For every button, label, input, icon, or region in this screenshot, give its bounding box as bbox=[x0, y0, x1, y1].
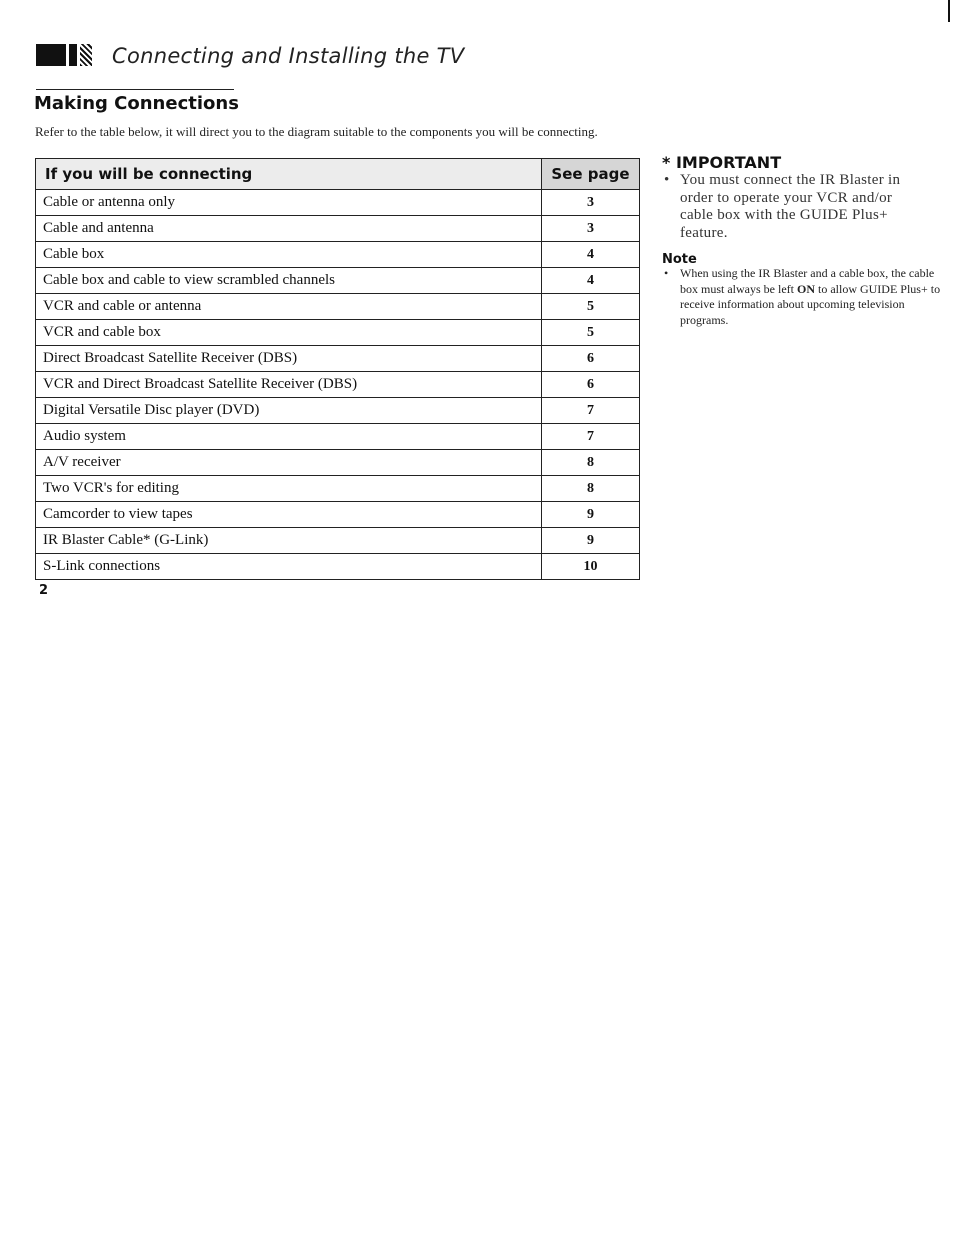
row-page: 4 bbox=[542, 268, 640, 294]
table-row bbox=[36, 554, 640, 580]
chapter-title: Connecting and Installing the TV bbox=[112, 44, 465, 68]
table-row bbox=[36, 502, 640, 528]
row-item: Cable and antenna bbox=[36, 216, 542, 242]
page-number: 2 bbox=[39, 583, 49, 598]
chapter-marker-icon bbox=[36, 44, 92, 66]
bullet: • bbox=[664, 266, 669, 280]
row-page: 3 bbox=[542, 216, 640, 242]
row-page: 10 bbox=[542, 554, 640, 580]
table-row bbox=[36, 450, 640, 476]
table-row bbox=[36, 346, 640, 372]
row-page: 5 bbox=[542, 320, 640, 346]
row-page: 5 bbox=[542, 294, 640, 320]
note-text: When using the IR Blaster and a cable box, the cable box must always be left ON to allow GUIDE Plus+ to receive information about upcoming television programs. bbox=[680, 266, 941, 327]
row-item: Direct Broadcast Satellite Receiver (DBS) bbox=[36, 346, 542, 372]
table-row bbox=[36, 320, 640, 346]
intro-paragraph: Refer to the table below, it will direct you to the diagram suitable to the components you will be connecting. bbox=[35, 124, 598, 139]
row-item: Cable box and cable to view scrambled channels bbox=[36, 268, 542, 294]
row-item: Audio system bbox=[36, 424, 542, 450]
row-item: Cable box bbox=[36, 242, 542, 268]
row-item: Camcorder to view tapes bbox=[36, 502, 542, 528]
table-row bbox=[36, 372, 640, 398]
row-item: VCR and Direct Broadcast Satellite Receiver (DBS) bbox=[36, 372, 542, 398]
row-page: 6 bbox=[542, 372, 640, 398]
row-page: 3 bbox=[542, 190, 640, 216]
table-row bbox=[36, 424, 640, 450]
row-item: A/V receiver bbox=[36, 450, 542, 476]
table-row bbox=[36, 398, 640, 424]
page-edge-mark bbox=[948, 0, 950, 22]
column-header-page: See page bbox=[542, 159, 640, 190]
connections-table bbox=[35, 158, 640, 580]
row-item: S-Link connections bbox=[36, 554, 542, 580]
table-row bbox=[36, 476, 640, 502]
row-page: 7 bbox=[542, 424, 640, 450]
table-row bbox=[36, 242, 640, 268]
table-row bbox=[36, 528, 640, 554]
important-text: You must connect the IR Blaster in order to operate your VCR and/or cable box with the GUIDE Plus+ feature. bbox=[680, 172, 901, 241]
section-rule bbox=[36, 89, 234, 90]
table-header-row bbox=[36, 159, 640, 190]
note-heading: Note bbox=[662, 252, 697, 267]
important-heading: * IMPORTANT bbox=[662, 153, 782, 172]
note-callout bbox=[664, 266, 942, 328]
section-title: Making Connections bbox=[34, 93, 239, 114]
row-item: IR Blaster Cable* (G-Link) bbox=[36, 528, 542, 554]
row-item: Cable or antenna only bbox=[36, 190, 542, 216]
row-page: 6 bbox=[542, 346, 640, 372]
row-page: 7 bbox=[542, 398, 640, 424]
row-page: 8 bbox=[542, 450, 640, 476]
table-row bbox=[36, 294, 640, 320]
important-callout bbox=[664, 172, 924, 242]
row-page: 4 bbox=[542, 242, 640, 268]
row-item: Two VCR's for editing bbox=[36, 476, 542, 502]
column-header-item: If you will be connecting bbox=[36, 159, 542, 190]
table-row bbox=[36, 216, 640, 242]
row-item: Digital Versatile Disc player (DVD) bbox=[36, 398, 542, 424]
row-item: VCR and cable box bbox=[36, 320, 542, 346]
row-item: VCR and cable or antenna bbox=[36, 294, 542, 320]
note-emphasis: ON bbox=[796, 281, 815, 296]
bullet: • bbox=[664, 172, 670, 188]
table-row bbox=[36, 190, 640, 216]
row-page: 9 bbox=[542, 502, 640, 528]
table-row bbox=[36, 268, 640, 294]
row-page: 9 bbox=[542, 528, 640, 554]
row-page: 8 bbox=[542, 476, 640, 502]
